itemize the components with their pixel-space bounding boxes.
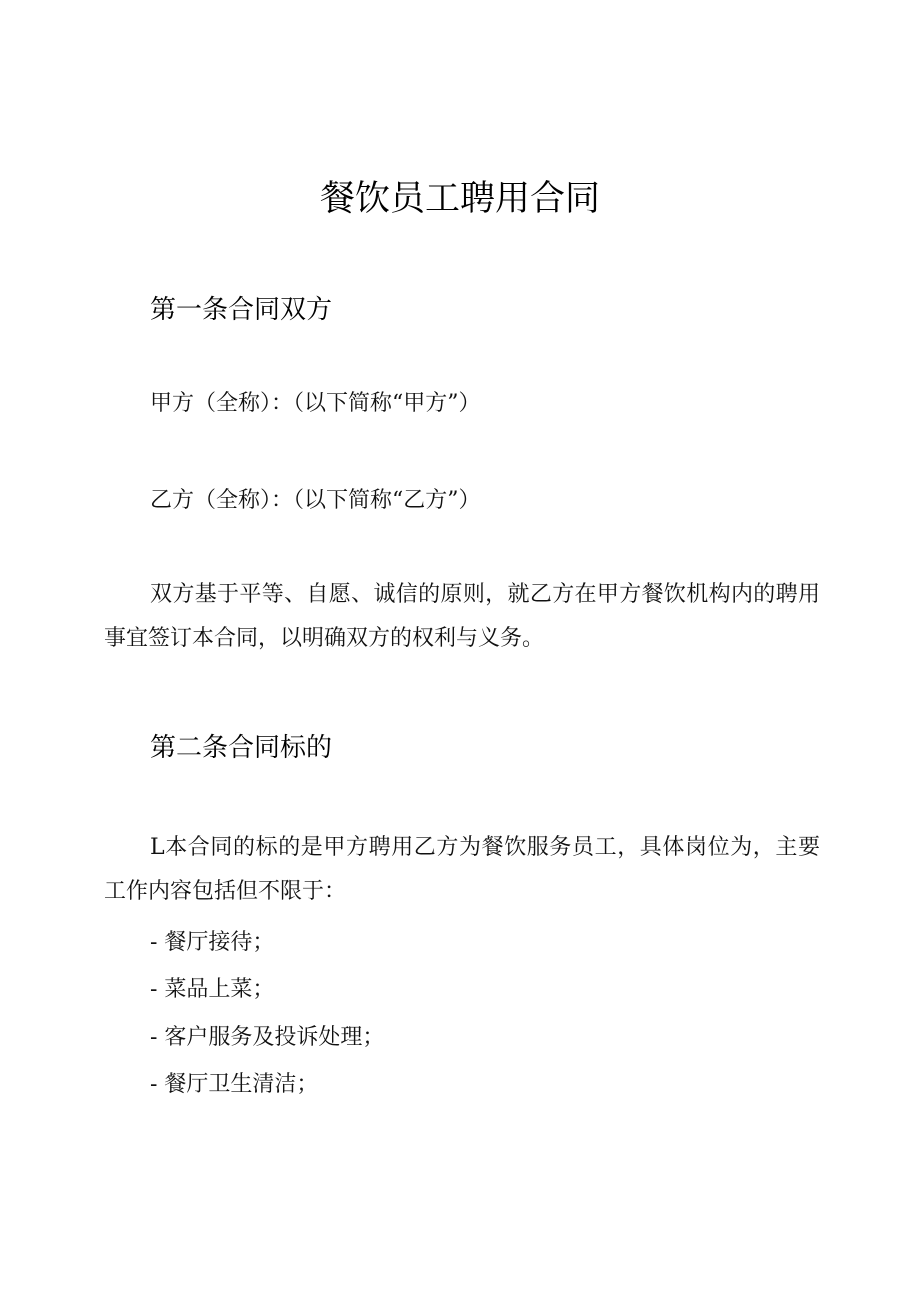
document-title: 餐饮员工聘用合同 <box>319 179 600 219</box>
section-1-heading: 第一条合同双方 <box>150 295 333 325</box>
section-1-paragraph: 双方基于平等、自愿、诚信的原则，就乙方在甲方餐饮机构内的聘用事宜签订本合同，以明确双方的权利与义务。 <box>104 582 820 651</box>
list-item: - 餐厅卫生清洁； <box>150 1072 319 1097</box>
party-b-line: 乙方（全称）：（以下简称“乙方”） <box>150 488 481 513</box>
list-item: - 菜品上菜； <box>150 977 275 1002</box>
list-item: - 客户服务及投诉处理； <box>150 1025 385 1050</box>
section-2-paragraph: L本合同的标的是甲方聘用乙方为餐饮服务员工，具体岗位为，主要工作内容包括但不限于： <box>104 835 820 904</box>
party-a-line: 甲方（全称）：（以下简称“甲方”） <box>150 391 481 416</box>
section-2-heading: 第二条合同标的 <box>150 733 333 763</box>
list-item: - 餐厅接待； <box>150 930 275 955</box>
